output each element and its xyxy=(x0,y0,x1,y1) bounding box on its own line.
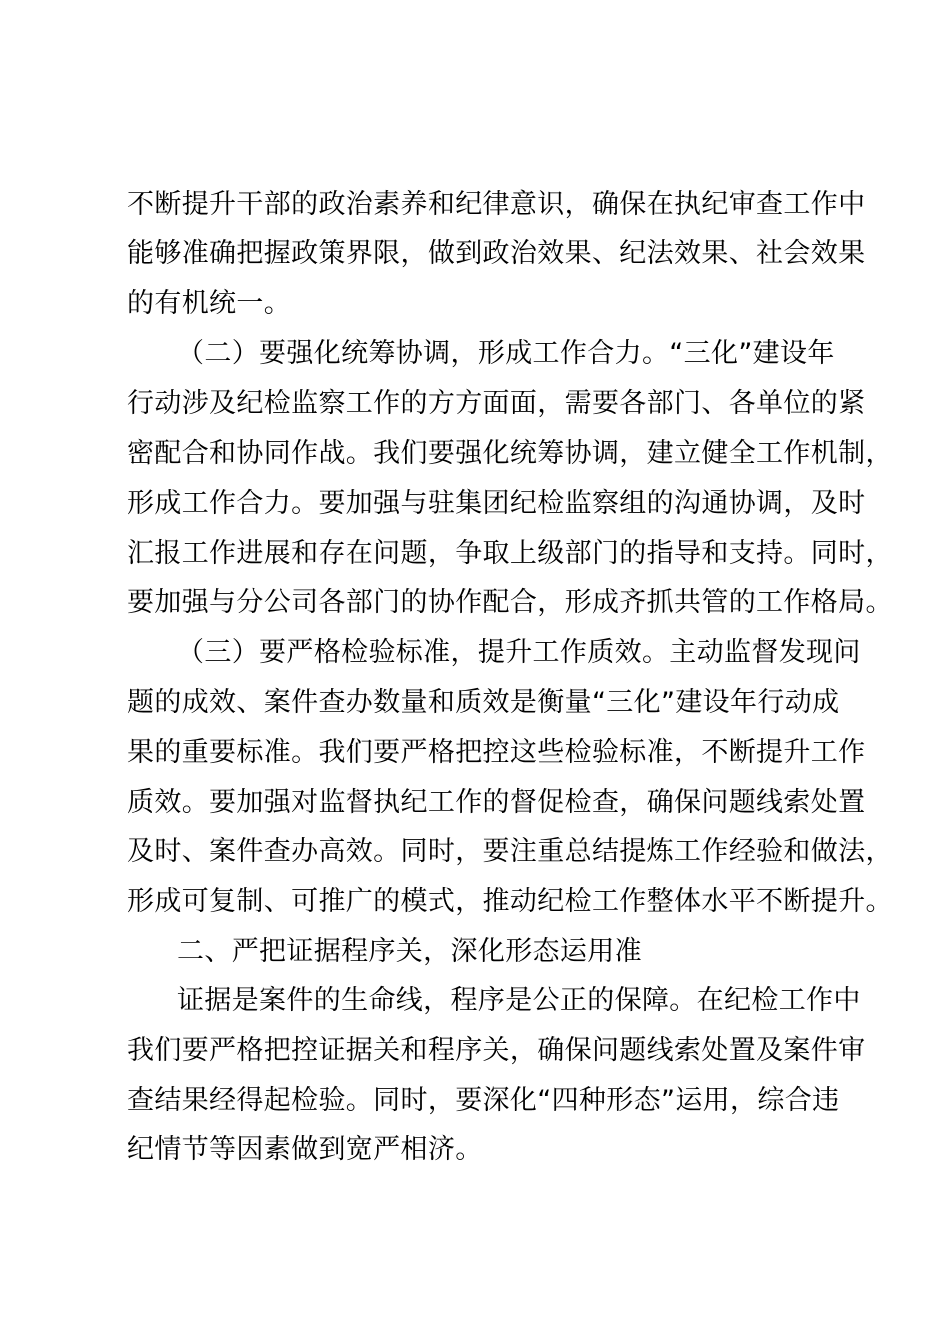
paragraph-4-line-4: 纪情节等因素做到宽严相济。 xyxy=(127,1134,483,1165)
paragraph-1-line-1: 不断提升干部的政治素养和纪律意识，确保在执纪审查工作中 xyxy=(127,189,866,220)
section-heading: 二、严把证据程序关，深化形态运用准 xyxy=(177,936,642,967)
paragraph-3-line-3: 果的重要标准。我们要严格把控这些检验标准，不断提升工作 xyxy=(127,737,866,768)
paragraph-3-line-4: 质效。要加强对监督执纪工作的督促检查，确保问题线索处置 xyxy=(127,787,866,818)
paragraph-4-line-1: 证据是案件的生命线，程序是公正的保障。在纪检工作中 xyxy=(177,985,861,1016)
paragraph-2-line-5: 汇报工作进展和存在问题，争取上级部门的指导和支持。同时， xyxy=(127,538,893,569)
paragraph-3-line-5: 及时、案件查办高效。同时，要注重总结提炼工作经验和做法， xyxy=(127,836,893,867)
paragraph-2-line-2: 行动涉及纪检监察工作的方方面面，需要各部门、各单位的紧 xyxy=(127,388,866,419)
paragraph-1-line-3: 的有机统一。 xyxy=(127,288,292,319)
paragraph-2-line-3: 密配合和协同作战。我们要强化统筹协调，建立健全工作机制， xyxy=(127,438,893,469)
paragraph-4-line-2: 我们要严格把控证据关和程序关，确保问题线索处置及案件审 xyxy=(127,1035,866,1066)
paragraph-2-line-6: 要加强与分公司各部门的协作配合，形成齐抓共管的工作格局。 xyxy=(127,587,893,618)
paragraph-3-line-2: 题的成效、案件查办数量和质效是衡量“三化”建设年行动成 xyxy=(127,687,840,718)
paragraph-2-line-4: 形成工作合力。要加强与驻集团纪检监察组的沟通协调，及时 xyxy=(127,488,866,519)
paragraph-2-line-1: （二）要强化统筹协调，形成工作合力。“三化”建设年 xyxy=(177,338,835,369)
paragraph-3-line-6: 形成可复制、可推广的模式，推动纪检工作整体水平不断提升。 xyxy=(127,886,893,917)
paragraph-1-line-2: 能够准确把握政策界限，做到政治效果、纪法效果、社会效果 xyxy=(127,238,866,269)
paragraph-4-line-3: 查结果经得起检验。同时，要深化“四种形态”运用，综合违 xyxy=(127,1085,840,1116)
paragraph-3-line-1: （三）要严格检验标准，提升工作质效。主动监督发现问 xyxy=(177,637,861,668)
